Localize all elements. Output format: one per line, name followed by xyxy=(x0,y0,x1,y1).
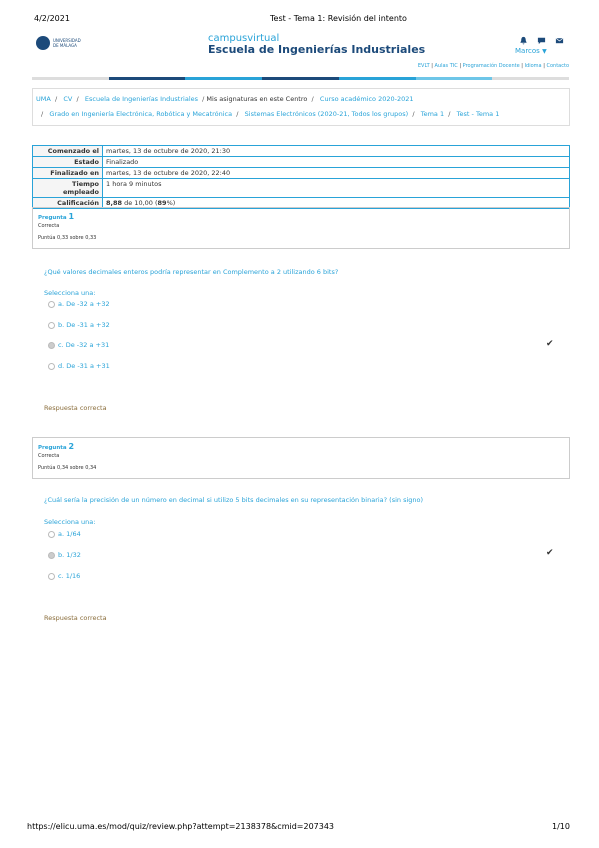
question-number: Pregunta 2 xyxy=(38,442,75,451)
radio-button[interactable] xyxy=(48,552,55,559)
question-number: Pregunta 1 xyxy=(38,212,75,221)
print-url: https://elicu.uma.es/mod/quiz/review.php?attempt=2138378&cmid=207343 xyxy=(27,822,335,831)
question-mark: Puntúa 0,34 sobre 0,34 xyxy=(38,465,97,471)
question-2-feedback: Respuesta correcta xyxy=(44,614,107,622)
attempt-summary-table xyxy=(32,145,570,209)
breadcrumb-grado[interactable]: Grado en Ingeniería Electrónica, Robótica y Mecatrónica xyxy=(49,110,233,118)
color-bar-segment xyxy=(416,77,493,80)
envelope-icon[interactable] xyxy=(555,36,564,45)
option-label: c. 1/16 xyxy=(58,572,81,580)
breadcrumb-test[interactable]: Test - Tema 1 xyxy=(456,110,500,118)
question-1-info xyxy=(32,207,570,249)
question-1-text: ¿Qué valores decimales enteros podría representar en Complemento a 2 utilizando 6 bits? xyxy=(44,268,339,276)
summary-value: martes, 13 de octubre de 2020, 21:30 xyxy=(103,146,570,157)
checkmark-icon: ✔ xyxy=(546,548,554,558)
user-menu[interactable] xyxy=(515,47,547,55)
radio-button[interactable] xyxy=(48,322,55,329)
question-1-option-b[interactable] xyxy=(48,321,110,329)
summary-value: 1 hora 9 minutos xyxy=(103,179,570,198)
color-bar-segment xyxy=(32,77,109,80)
bell-icon[interactable] xyxy=(519,36,528,45)
breadcrumb-row-1: UMA / CV / Escuela de Ingenierías Industriales / Mis asignaturas en este Centro / Curso académico 2020-2021 xyxy=(36,95,414,103)
radio-button[interactable] xyxy=(48,573,55,580)
color-bar-segment xyxy=(109,77,186,80)
breadcrumb-uma[interactable]: UMA xyxy=(36,95,51,103)
caret-down-icon: ▼ xyxy=(542,48,547,55)
question-1-feedback: Respuesta correcta xyxy=(44,404,107,412)
option-label: b. 1/32 xyxy=(58,551,81,559)
top-link-programacion[interactable]: Programación Docente xyxy=(462,63,520,69)
question-2-option-c[interactable] xyxy=(48,572,80,580)
checkmark-icon: ✔ xyxy=(546,339,554,349)
chat-bubble-icon[interactable] xyxy=(537,36,546,45)
breadcrumb-asignatura[interactable]: Sistemas Electrónicos (2020-21, Todos los grupos) xyxy=(244,110,409,118)
color-bar-segment xyxy=(339,77,416,80)
user-name: Marcos xyxy=(515,47,540,55)
brand-campusvirtual: campusvirtual xyxy=(208,33,280,44)
table-row xyxy=(33,179,570,198)
top-links: EVLT | Aulas TIC | Programación Docente | Idioma | Contacto xyxy=(417,63,569,69)
question-2-option-b[interactable] xyxy=(48,551,81,559)
radio-button[interactable] xyxy=(48,342,55,349)
breadcrumb-tema[interactable]: Tema 1 xyxy=(420,110,445,118)
breadcrumb-escuela[interactable]: Escuela de Ingenierías Industriales xyxy=(84,95,199,103)
color-bar xyxy=(32,77,569,80)
summary-key: Finalizado en xyxy=(33,168,103,179)
university-logo[interactable] xyxy=(36,36,92,50)
summary-key: Estado xyxy=(33,157,103,168)
print-title: Test - Tema 1: Revisión del intento xyxy=(270,14,407,23)
top-link-idioma[interactable]: Idioma xyxy=(524,63,542,69)
question-2-text: ¿Cuál sería la precisión de un número en decimal si utilizo 5 bits decimales en su representación binaria? (sin signo) xyxy=(44,496,424,504)
table-row xyxy=(33,146,570,157)
question-mark: Puntúa 0,33 sobre 0,33 xyxy=(38,235,97,241)
breadcrumb-row-2: / Grado en Ingeniería Electrónica, Robótica y Mecatrónica / Sistemas Electrónicos (2020-21, Todos los grupos) / Tema 1 / Test - Tema 1 xyxy=(41,110,500,118)
top-link-evlt[interactable]: EVLT xyxy=(417,63,430,69)
question-1-option-d[interactable] xyxy=(48,362,110,370)
grade-end: %) xyxy=(166,199,176,207)
logo-line-1: UNIVERSIDAD xyxy=(53,38,81,43)
summary-value: martes, 13 de octubre de 2020, 22:40 xyxy=(103,168,570,179)
option-label: c. De -32 a +31 xyxy=(58,341,110,349)
question-2-info xyxy=(32,437,570,479)
summary-key: Tiempo empleado xyxy=(33,179,103,198)
radio-button[interactable] xyxy=(48,363,55,370)
color-bar-segment xyxy=(492,77,569,80)
grade-score: 8,88 xyxy=(106,199,123,207)
brand-school-name[interactable]: Escuela de Ingenierías Industriales xyxy=(208,43,426,56)
print-date: 4/2/2021 xyxy=(34,14,70,23)
table-row xyxy=(33,168,570,179)
color-bar-segment xyxy=(185,77,262,80)
question-1-prompt: Selecciona una: xyxy=(44,289,96,297)
breadcrumb xyxy=(32,88,570,126)
option-label: a. De -32 a +32 xyxy=(58,300,110,308)
question-state: Correcta xyxy=(38,223,60,229)
top-link-aulas-tic[interactable]: Aulas TIC xyxy=(434,63,458,69)
university-seal-icon xyxy=(36,36,50,50)
option-label: b. De -31 a +32 xyxy=(58,321,110,329)
breadcrumb-curso[interactable]: Curso académico 2020-2021 xyxy=(319,95,414,103)
question-2-prompt: Selecciona una: xyxy=(44,518,96,526)
question-2-option-a[interactable] xyxy=(48,530,81,538)
top-link-contacto[interactable]: Contacto xyxy=(546,63,569,69)
radio-button[interactable] xyxy=(48,301,55,308)
breadcrumb-mis-asignaturas[interactable]: Mis asignaturas en este Centro xyxy=(206,95,308,103)
option-label: d. De -31 a +31 xyxy=(58,362,110,370)
option-label: a. 1/64 xyxy=(58,530,81,538)
question-state: Correcta xyxy=(38,453,60,459)
logo-line-2: DE MÁLAGA xyxy=(53,43,77,48)
question-1-option-c[interactable] xyxy=(48,341,109,349)
summary-key: Comenzado el xyxy=(33,146,103,157)
color-bar-segment xyxy=(262,77,339,80)
header-icons xyxy=(519,36,564,45)
summary-value: Finalizado xyxy=(103,157,570,168)
summary-key: Calificación xyxy=(33,198,103,209)
grade-percent: 89 xyxy=(157,199,167,207)
print-page-number: 1/10 xyxy=(552,822,570,831)
question-1-option-a[interactable] xyxy=(48,300,110,308)
grade-mid: de 10,00 ( xyxy=(122,199,158,207)
radio-button[interactable] xyxy=(48,531,55,538)
breadcrumb-cv[interactable]: CV xyxy=(63,95,73,103)
table-row xyxy=(33,157,570,168)
